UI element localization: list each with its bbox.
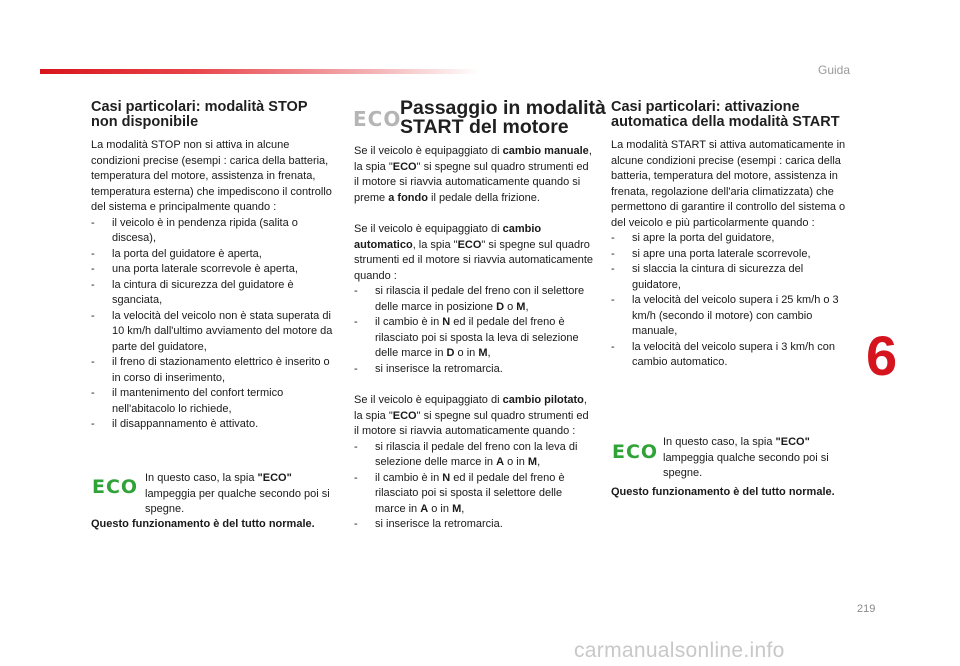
text: si rilascia il pedale del freno con il selettore delle marce in posizione [375,285,585,313]
text-bold: D [496,300,505,313]
note-text: In questo caso, la spia [663,436,776,448]
list-item: - la cintura di sicurezza del guidatore è sganciata, [91,278,339,309]
automatic-list [354,284,594,377]
right-intro: La modalità START si attiva automaticamente in alcune condizioni precise (esempi : carica della batteria, temperatura del motore, assistenza in frenata, regolazione dell'aria climatizzata) che permettono di garantire il controllo del sistema o del veicolo e più particolarmente quando : [611,139,846,229]
list-item [354,315,594,362]
list-item: - si apre una porta laterale scorrevole, [611,247,851,263]
text-bold: ECO [457,238,482,251]
text: " si spegne sul quadro strumenti ed il motore si riavvia automaticamente quando : [354,238,594,282]
pilot-list [354,440,594,533]
text: " si spegne sul quadro strumenti ed il motore si riavvia automaticamente quando si preme [354,160,589,204]
left-column [91,100,339,433]
text-bold: cambio pilotato [502,394,584,406]
automatic-gearbox-paragraph [354,222,594,284]
list-item: - si apre la porta del guidatore, [611,231,851,247]
text: ed il pedale del freno è rilasciato poi si sposta il selettore delle marce in [375,471,565,515]
watermark[interactable]: carmanualsonline.info [574,639,785,662]
right-title-line2: automatica della modalità START [611,114,840,130]
text-bold: a fondo [388,191,428,204]
text: , [537,456,541,468]
left-title-line1: Casi particolari: modalità STOP [91,99,308,115]
list-item: - il mantenimento del confort termico nell'abitacolo lo richiede, [91,386,339,417]
right-note [663,435,853,482]
list-item: - si slaccia la cintura di sicurezza del guidatore, [611,262,851,293]
list-item: - il disappannamento è attivato. [91,417,339,433]
text: si inserisce la retromarcia. [375,518,503,530]
right-list [611,231,851,371]
left-title-line2: non disponibile [91,114,199,130]
text-bold: ECO [392,160,417,173]
text: o [504,300,517,313]
text: o in [454,347,479,359]
text: il cambio è in [375,471,443,484]
text: , la spia " [354,394,587,422]
note-eco-label: "ECO" [257,472,292,484]
middle-title [400,99,606,137]
text-bold: N [442,471,451,484]
left-note [145,471,335,518]
eco-title-icon: ECO [353,107,402,131]
note-text: In questo caso, la spia [145,472,258,484]
text: si inserisce la retromarcia. [375,362,503,375]
list-item: - il freno di stazionamento elettrico è inserito o in corso di inserimento, [91,355,339,386]
list-item: - la porta del guidatore è aperta, [91,247,339,263]
right-title-line1: Casi particolari: attivazione [611,99,800,115]
section-name: Guida [818,63,851,77]
left-title [91,100,339,130]
text: ed il pedale del freno è rilasciato poi si sposta la leva di selezione delle marce in [375,316,579,359]
text-bold: M [527,456,538,468]
middle-column [354,144,594,533]
text: , la spia " [412,238,458,251]
left-footer: Questo funzionamento è del tutto normale. [91,518,315,530]
text: il pedale della frizione. [427,191,540,204]
note-text: lampeggia per qualche secondo poi si spegne. [145,487,330,515]
manual-gearbox-paragraph [354,144,594,206]
text: o in [504,456,528,468]
page-number: 219 [857,603,876,615]
text-bold: ECO [392,409,417,422]
text-bold: A [496,456,505,468]
eco-indicator-icon: ECO [92,476,139,498]
right-column [611,100,851,371]
left-intro: La modalità STOP non si attiva in alcune condizioni precise (esempi : carica della batteria, temperatura del motore, assistenza in frenata, temperatura esterna) che impediscono il controllo del sistema e principalmente quando : [91,139,332,213]
text-bold: M [452,502,462,515]
text-bold: A [420,502,429,515]
text: , [487,347,491,359]
text: Se il veicolo è equipaggiato di [354,223,503,235]
pilot-gearbox-paragraph [354,393,594,440]
text: Se il veicolo è equipaggiato di [354,145,503,157]
text: , [461,502,465,515]
text-bold: cambio automatico [354,223,542,251]
text-bold: M [478,347,488,359]
header-accent-bar [40,69,480,74]
middle-title-line1: Passaggio in modalità [400,97,606,119]
text-bold: D [446,347,455,359]
left-list [91,216,339,433]
text: , la spia " [354,145,592,173]
right-title [611,100,851,130]
text: Se il veicolo è equipaggiato di [354,394,503,406]
list-item [354,440,594,471]
list-item [354,284,594,315]
list-item [354,362,594,378]
list-item: - la velocità del veicolo supera i 25 km/h o 3 km/h (secondo il motore) con cambio manuale, [611,293,851,340]
text: si rilascia il pedale del freno con la leva di selezione delle marce in [375,440,578,468]
right-footer: Questo funzionamento è del tutto normale. [611,486,835,498]
text: il cambio è in [375,316,443,328]
list-item [354,471,594,518]
eco-indicator-icon: ECO [612,441,659,463]
text-bold: N [442,316,451,328]
list-item: - una porta laterale scorrevole è aperta, [91,262,339,278]
text-bold: cambio manuale [502,145,589,157]
list-item: - la velocità del veicolo non è stata superata di 10 km/h dall'ultimo avviamento del motore da parte del guidatore, [91,309,339,356]
list-item: - la velocità del veicolo supera i 3 km/h con cambio automatico. [611,340,851,371]
chapter-number: 6 [866,324,898,387]
note-text: lampeggia qualche secondo poi si spegne. [663,451,829,479]
middle-title-line2: START del motore [400,116,569,138]
list-item [354,517,594,533]
text: " si spegne sul quadro strumenti ed il motore si riavvia automaticamente quando : [354,409,589,437]
text: o in [428,502,453,515]
note-eco-label: "ECO" [775,436,810,448]
text: , [525,300,529,313]
text-bold: M [516,300,526,313]
list-item: - il veicolo è in pendenza ripida (salita o discesa), [91,216,339,247]
